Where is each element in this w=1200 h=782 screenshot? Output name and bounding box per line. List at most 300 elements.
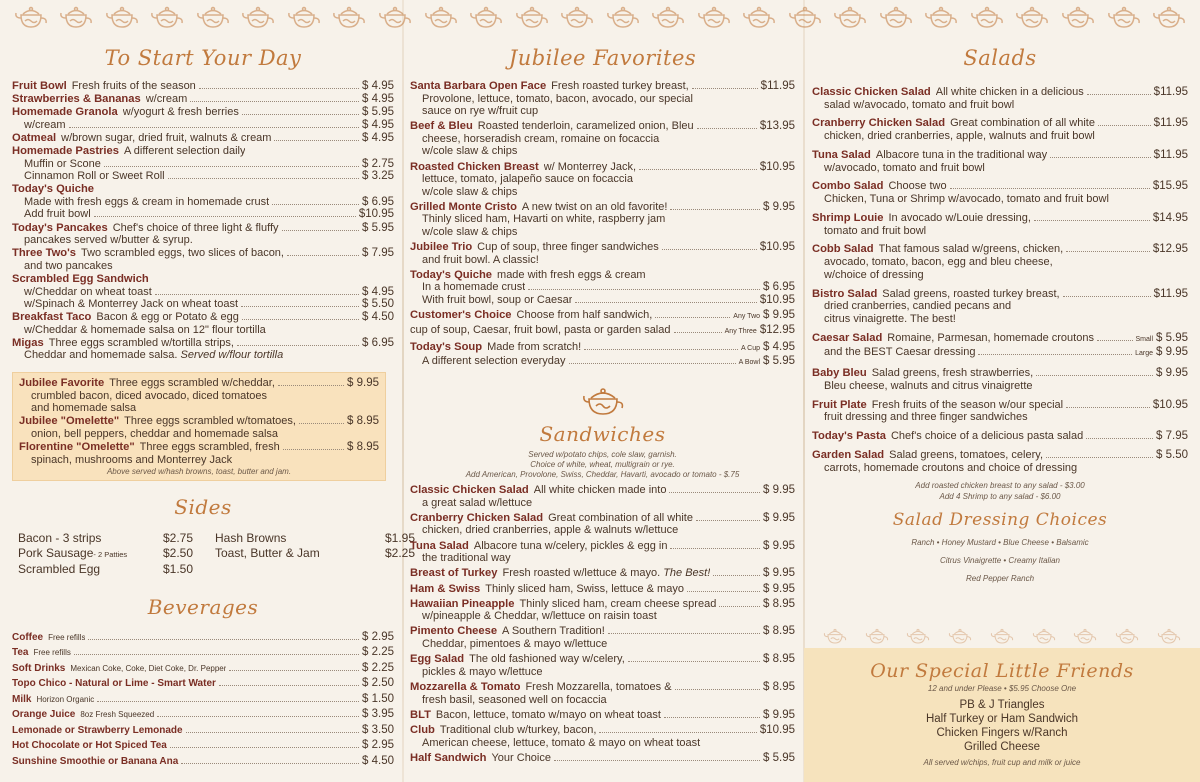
item-detail: Provolone, lettuce, tomato, bacon, avocado, our special [422,92,693,105]
item-name: Milk [12,693,32,705]
kids-item: Chicken Fingers w/Ranch [936,727,1068,739]
item-detail [12,208,394,221]
item-line: and the BEST Caesar dressing [824,346,976,359]
item-name: Beef & Bleu [410,120,473,133]
menu-item-row [12,631,394,645]
teapot-icon [1149,5,1189,29]
teapot-icon [1104,5,1144,29]
side-item [18,546,193,562]
menu-item [12,337,394,362]
teapot-icon [739,5,779,29]
item-price: $12.95 [1152,243,1188,256]
menu-item [410,724,795,749]
item-name: Roasted Chicken Breast [410,160,539,173]
item-price: $2.50 [162,545,193,560]
menu-item-row [410,598,795,611]
dot-leader [554,760,760,761]
column-favorites [410,38,795,767]
item-detail [12,119,394,132]
teapot-icon [830,5,870,29]
dot-leader [242,114,359,115]
menu-item-row [410,681,795,694]
item-description: Great combination of all white [950,117,1095,130]
item-description: Three eggs scrambled w/tomatoes, [124,415,296,428]
menu-item [12,693,394,707]
item-name: Tuna Salad [410,539,469,552]
item-name: Orange Juice [12,709,76,721]
item-note: Served w/flour tortilla [180,349,284,362]
item-description: Two scrambled eggs, two slices of bacon, [81,247,284,260]
menu-item-row [410,625,795,638]
item-detail: pickles & mayo w/lettuce [422,665,543,678]
item-price: $ 8.95 [347,441,379,454]
item-detail: crumbled bacon, diced avocado, diced tomatoes [31,389,268,402]
dot-leader [287,255,359,256]
menu-item [410,161,795,199]
section-title-kids: Our Special Little Friends [870,660,1134,682]
item-price: $ 4.50 [362,311,394,324]
item-price: $ 9.95 [1156,346,1188,359]
dot-leader [713,575,760,576]
item-description: Cup of soup, three finger sandwiches [477,241,659,254]
teapot-icon [1030,627,1058,645]
item-description: Chef's choice of a delicious pasta salad [890,430,1084,443]
item-name: Topo Chico - Natural or Lime - Smart Water [12,678,216,690]
menu-item-row [410,341,795,356]
menu-item [410,540,795,565]
dot-leader [669,492,760,493]
item-name: Bistro Salad [812,287,878,300]
menu-item [410,80,795,118]
item-name: Cranberry Chicken Salad [812,117,946,130]
menu-item-row [12,693,394,707]
teapot-icon [1012,5,1052,29]
item-description: Fresh fruits of the season w/our special [871,398,1064,411]
dot-leader [1097,340,1133,341]
menu-item [812,117,1188,142]
item-description: Free refills [33,648,71,658]
item-price: $ 2.75 [362,157,394,170]
item-name: Hash Browns [215,530,287,545]
item-price: $ 2.25 [362,661,394,674]
dot-leader [1063,296,1151,297]
side-item [215,531,415,546]
item-description: That famous salad w/greens, chicken, [878,243,1064,256]
item-detail [12,324,394,337]
kids-footer: All served w/chips, fruit cup and milk or juice [923,758,1081,767]
dot-leader [719,606,760,607]
item-name: Classic Chicken Salad [812,86,931,98]
menu-item [410,484,795,509]
item-detail: w/cole slaw & chips [422,226,518,239]
teapot-icon [284,5,324,29]
menu-item [12,93,394,106]
item-detail: a great salad w/lettuce [422,496,533,509]
dot-leader [608,633,760,634]
dot-leader [1050,157,1151,158]
dot-leader [170,747,359,748]
menu-item-row [12,755,394,769]
menu-item [410,709,795,722]
menu-item-row [12,183,394,196]
menu-item-row [812,367,1188,380]
item-line: A different selection everyday [422,355,566,368]
salads-list [812,86,1188,474]
teapot-icon [785,5,825,29]
menu-item [12,80,394,93]
teapot-border [0,0,1200,34]
dot-leader [272,204,359,205]
item-detail: citrus vinaigrette. The best! [824,312,956,325]
menu-item [812,288,1188,326]
size-label: A Cup [740,344,761,352]
item-detail: w/cole slaw & chips [422,185,518,198]
item-price: $2.25 [384,545,415,560]
item-price: $ 5.95 [362,106,394,119]
item-price: $ 8.95 [763,625,795,638]
menu-item [410,201,795,239]
item-name: Tea [12,647,29,659]
menu-item-row [410,653,795,666]
item-detail-row [24,170,394,183]
menu-item-row [812,212,1188,225]
item-description: w/yogurt & fresh berries [122,106,239,119]
item-description: 8oz Fresh Squeezed [80,710,155,720]
item-detail: dried cranberries, candied pecans and [824,300,1012,313]
menu-item-row [410,540,795,553]
dot-leader [978,354,1132,355]
item-detail: w/avocado, tomato and fruit bowl [824,161,985,174]
menu-item [410,341,795,370]
item-detail-row [24,119,394,132]
section-title-sandwiches: Sandwiches [539,421,666,446]
item-detail: w/choice of dressing [824,268,924,281]
item-name: Coffee [12,631,44,643]
item-price: $ 9.95 [763,708,795,721]
item-name: BLT [410,708,431,721]
item-line: cup of soup, Caesar, fruit bowl, pasta or garden salad [410,323,671,336]
item-price: $ 3.50 [362,723,394,736]
item-price: $ 7.95 [1156,430,1188,443]
item-description: Great combination of all white [548,511,693,524]
menu-item [410,625,795,650]
item-price: $ 5.50 [362,298,394,311]
menu-item [12,311,394,336]
dot-leader [237,345,359,346]
menu-item [12,145,394,183]
teapot-icon [466,5,506,29]
item-price: $11.95 [1153,148,1188,161]
item-name: Toast, Butter & Jam [215,545,320,560]
item-price: $11.95 [1153,117,1188,130]
teapot-icon [147,5,187,29]
item-detail: onion, bell peppers, cheddar and homemade salsa [31,427,279,440]
item-price: $ 4.95 [362,285,394,298]
item-name: Pork Sausage [18,545,94,560]
size-label: Small [1135,335,1154,343]
teapot-icon [421,5,461,29]
kids-note: 12 and under Please • $5.95 Choose One [927,684,1077,693]
menu-item [12,247,394,272]
item-detail [12,286,394,299]
item-name: Today's Pasta [812,430,886,443]
menu-item-row [12,273,394,286]
item-price: $ 2.95 [362,739,394,752]
item-description: Made from scratch! [487,340,582,353]
item-name: Breakfast Taco [12,311,92,324]
item-description: Roasted tenderloin, caramelized onion, Bleu [477,120,694,133]
item-name: Jubilee Favorite [19,377,105,390]
item-description: Mexican Coke, Coke, Diet Coke, Dr. Pepper [70,663,227,673]
menu-item [12,662,394,676]
menu-item-row [12,247,394,260]
item-name: Jubilee "Omelette" [19,415,120,428]
menu-item-row [812,288,1188,301]
item-price: $2.75 [162,530,193,545]
item-detail [12,298,394,311]
dot-leader [1066,407,1150,408]
item-description: All white chicken made into [533,483,667,496]
item-line: w/cream [24,118,66,131]
dot-leader [664,717,760,718]
item-detail-row [24,298,394,311]
teapot-icon [512,5,552,29]
item-detail-row [824,346,1188,361]
menu-item [12,724,394,738]
featured-note: Above served w/hash browns, toast, butter and jam. [106,466,292,476]
dot-leader [190,101,359,102]
item-description: Choose from half sandwich, [516,309,653,322]
item-note: The Best! [663,567,711,580]
teapot-icon [967,5,1007,29]
item-price: $10.95 [759,241,795,254]
item-description: made with fresh eggs & cream [497,268,646,281]
item-price: $11.95 [1153,287,1188,300]
item-price: $ 5.95 [763,751,795,764]
dot-leader [283,449,344,450]
item-detail: American cheese, lettuce, tomato & mayo on wheat toast [422,736,701,749]
item-description: The old fashioned way w/celery, [469,653,625,666]
item-detail-row [422,281,795,294]
item-price: $ 4.95 [362,80,394,92]
item-name: Homemade Granola [12,106,118,119]
item-description: Thinly sliced ham, Swiss, lettuce & mayo [485,582,684,595]
sandwich-note-2: Choice of white, wheat, multigrain or rye. [530,459,675,469]
item-price: $ 9.95 [763,483,795,496]
item-price: $1.95 [384,530,415,545]
item-price: $ 4.50 [362,754,394,767]
item-price: $ 6.95 [362,336,394,349]
item-name: Fruit Bowl [12,80,67,92]
item-name: Today's Quiche [410,268,493,281]
column-salads [812,38,1188,588]
item-detail-row [24,286,394,299]
item-name: Pimento Cheese [410,625,498,638]
teapot-icon [946,627,974,645]
item-name: Migas [12,336,44,349]
item-price: $ 9.95 [763,539,795,552]
item-name: Shrimp Louie [812,211,884,224]
menu-item-row [410,120,795,133]
dot-leader [186,732,359,733]
item-description: Choose two [888,180,947,193]
salad-note-1: Add roasted chicken breast to any salad - $3.00 [915,481,1085,491]
salad-note-2: Add 4 Shrimp to any salad - $6.00 [939,492,1061,502]
menu-item [812,430,1188,443]
menu-item-row [12,222,394,235]
item-description: A different selection daily [123,144,246,157]
menu-item-row [410,161,795,174]
teapot-icon [1058,5,1098,29]
item-detail: the traditional way [422,552,511,565]
sandwich-note-3: Add American, Provolone, Swiss, Cheddar, Havarti, avocado or tomato - $.75 [465,469,740,479]
menu-item-row [19,415,379,428]
item-price: $ 9.95 [763,567,795,580]
item-line: Made with fresh eggs & cream in homemade crust [24,195,270,208]
item-detail: w/cole slaw & chips [422,145,518,158]
item-line: Cinnamon Roll or Sweet Roll [24,170,165,183]
item-description: Romaine, Parmesan, homemade croutons [887,331,1094,344]
dressing-line-3: Red Pepper Ranch [965,574,1035,584]
teapot-icon [238,5,278,29]
item-description: Three eggs scrambled w/tortilla strips, [48,336,234,349]
dot-leader [670,548,760,549]
item-description: Salad greens, tomatoes, celery, [889,448,1044,461]
dot-leader [229,670,359,671]
item-price: $ 2.50 [362,677,394,690]
item-price: $10.95 [759,160,795,173]
item-price: $10.95 [1152,398,1188,411]
dot-leader [599,732,756,733]
item-detail [410,355,795,370]
item-name: Lemonade or Strawberry Lemonade [12,724,183,736]
item-note: - 2 Patties [93,549,128,559]
item-price: $ 4.95 [362,131,394,144]
item-price: $ 5.50 [1156,448,1188,461]
dot-leader [528,289,760,290]
item-price: $ 9.95 [763,511,795,524]
item-price: $ 9.95 [763,200,795,213]
menu-item [410,598,795,623]
menu-item-row [410,309,795,324]
dot-leader [97,701,359,702]
item-price: $1.50 [162,561,193,576]
teapot-icon [329,5,369,29]
menu-item-row [410,241,795,254]
item-description: Chef's choice of three light & fluffy [112,221,279,234]
beverages-list [12,631,394,768]
item-detail-row [410,324,795,339]
menu-item [812,149,1188,174]
menu-item-row [12,311,394,324]
favorites-list [410,80,795,370]
item-detail-row [24,196,394,209]
item-description: All white chicken in a delicious [935,86,1084,98]
menu-item [12,631,394,645]
teapot-icon [921,5,961,29]
menu-item [812,86,1188,111]
menu-item [12,646,394,660]
menu-item-row [12,662,394,676]
item-price: $11.95 [760,80,795,92]
menu-item [410,269,795,307]
menu-item-row [812,180,1188,193]
item-price: $ 9.95 [763,582,795,595]
item-line: Muffin or Scone [24,157,101,170]
menu-item [812,367,1188,392]
column-breakfast [12,38,415,770]
kids-item: Grilled Cheese [963,741,1041,753]
item-detail-row [24,208,394,221]
item-line: With fruit bowl, soup or Caesar [422,294,573,306]
menu-item [410,512,795,537]
menu-item-row [12,80,394,93]
item-detail [12,170,394,183]
dot-leader [1087,94,1151,95]
featured-box [12,372,386,481]
item-detail: chicken, dried cranberries, apple & walnuts w/lettuce [422,524,679,537]
menu-item-row [12,677,394,691]
item-price: $12.95 [759,323,795,336]
dot-leader [69,127,359,128]
item-price: $15.95 [1152,180,1188,193]
menu-item-row [12,724,394,738]
item-line: Add fruit bowl [24,208,91,221]
item-name: Cobb Salad [812,243,874,256]
item-detail: spinach, mushrooms and Monterrey Jack [31,453,233,466]
teapot-icon [694,5,734,29]
item-detail [12,234,394,247]
item-description: Fresh roasted turkey breast, [551,80,689,92]
teapot-icon [1113,627,1141,645]
menu-item [812,399,1188,424]
dot-leader [299,423,344,424]
item-price: $13.95 [759,120,795,133]
teapot-icon [648,5,688,29]
menu-item-row [19,377,379,390]
item-price: $ 4.95 [763,340,795,353]
dot-leader [74,654,359,655]
item-detail: carrots, homemade croutons and choice of dressing [824,461,1078,474]
item-detail-row [422,294,795,307]
section-title-dressings: Salad Dressing Choices [892,510,1108,531]
teapot-icon [11,5,51,29]
menu-item-row [812,332,1188,347]
fold-line [402,0,404,782]
item-name: Bacon - 3 strips [18,530,102,545]
dot-leader [282,230,360,231]
item-description: Fresh Mozzarella, tomatoes & [525,681,672,694]
item-name: Caesar Salad [812,331,883,344]
menu-item-row [410,484,795,497]
item-line: and two pancakes [24,259,113,272]
item-line: w/Cheddar & homemade salsa on 12" flour tortilla [24,323,266,336]
item-description: Salad greens, fresh strawberries, [871,367,1034,380]
item-name: Today's Soup [410,340,483,353]
item-detail-row [24,260,394,273]
item-price: $ 5.95 [1156,331,1188,344]
dot-leader [639,169,757,170]
item-name: Combo Salad [812,180,884,193]
dot-leader [94,216,356,217]
menu-item [410,681,795,706]
dot-leader [628,661,760,662]
dot-leader [168,178,359,179]
item-price: $ 9.95 [1156,367,1188,380]
dot-leader [1086,438,1153,439]
menu-item [12,708,394,722]
kids-item: PB & J Triangles [959,699,1045,711]
